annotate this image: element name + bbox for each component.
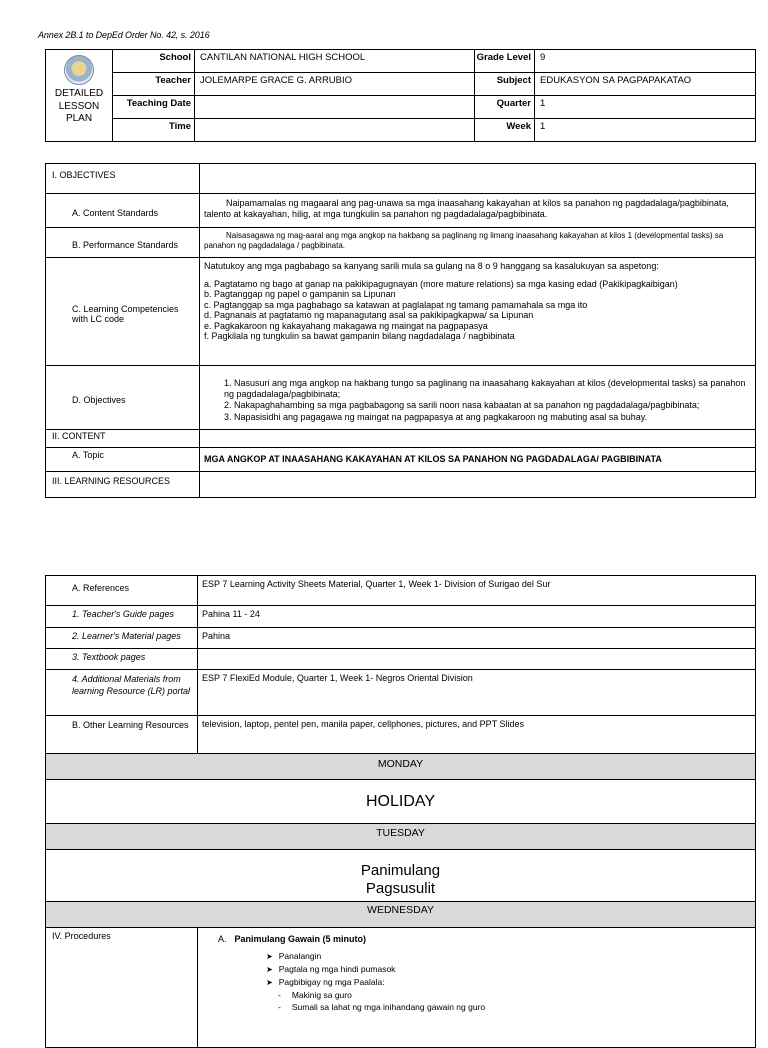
competency-item: e. Pagkakaroon ng kakayahang makagawa ng maingat na pagpapasya — [204, 320, 488, 331]
time-label: Time — [113, 119, 195, 142]
week-value: 1 — [535, 119, 756, 142]
competency-item: a. Pagtatamo ng bago at ganap na pakikipagugnayan (more mature relations) sa mga kasing edad (Pakikipagkaibigan) — [204, 278, 678, 289]
teacher-value: JOLEMARPE GRACE G. ARRUBIO — [195, 73, 475, 96]
time-value — [195, 119, 475, 142]
deped-seal-icon — [64, 55, 94, 85]
procedure-sub-item: - Makinig sa guro — [278, 989, 751, 1001]
content-heading-blank — [200, 430, 756, 448]
subject-value: EDUKASYON SA PAGPAPAKATAO — [535, 73, 756, 96]
header-table — [45, 49, 756, 142]
procedure-sub-item: - Sumali sa lahat ng mga inihandang gawain ng guro — [278, 1001, 751, 1013]
quarter-value: 1 — [535, 96, 756, 119]
competency-item: d. Pagnanais at pagtatamo ng mapanagutang asal sa pakikipagkapwa/ sa Lipunan — [204, 310, 534, 320]
topic-text: MGA ANGKOP AT INAASAHANG KAKAYAHAN AT KILOS SA PANAHON NG PAGDADALAGA/ PAGBIBINATA — [200, 448, 756, 472]
procedures-label: IV. Procedures — [46, 928, 198, 1048]
subject-label: Subject — [475, 73, 535, 96]
objective-item: 1. Nasusuri ang mga angkop na hakbang tungo sa paglinang na inaasahang kakayahan at kilos (developmental tasks) sa panahon ng pagdadalaga/pagbibinata; — [224, 378, 746, 399]
monday-activity: HOLIDAY — [46, 780, 756, 824]
tuesday-activity — [46, 850, 756, 902]
wednesday-header: WEDNESDAY — [46, 902, 756, 928]
teaching-date-label: Teaching Date — [113, 96, 195, 119]
learners-material-label: 2. Learner's Material pages — [72, 631, 181, 641]
competency-item: b. Pagtanggap ng papel o gampanin sa Lipunan — [204, 289, 396, 299]
teaching-date-value — [195, 96, 475, 119]
lesson-plan-title: DETAILED LESSON PLAN — [54, 88, 104, 124]
competency-item: c. Pagtanggap sa mga pagbabago sa katawan at paglalapat ng tamang pamamahala sa mga ito — [204, 299, 588, 310]
learning-resources-blank — [200, 472, 756, 498]
objectives-heading: I. OBJECTIVES — [46, 164, 200, 194]
procedure-bullet: ➤ Pagbibigay ng mga Paalala: — [266, 976, 751, 989]
objectives-heading-blank — [200, 164, 756, 194]
procedure-step-letter: A. — [218, 934, 227, 944]
procedure-bullet: ➤ Panalangin — [266, 950, 751, 963]
tuesday-activity-line-1: Panimulang — [360, 862, 441, 879]
references-text: ESP 7 Learning Activity Sheets Material, Quarter 1, Week 1- Division of Surigao del Sur — [198, 576, 756, 606]
competencies-intro: Natutukoy ang mga pagbabago sa kanyang sarili mula sa gulang na 8 o 9 hanggang sa kasalukuyan sa aspetong: — [204, 261, 659, 271]
teachers-guide-label: 1. Teacher's Guide pages — [72, 609, 174, 619]
procedure-step — [218, 934, 751, 944]
tuesday-activity-line-2: Pagsusulit — [365, 880, 436, 897]
references-label: A. References — [72, 583, 130, 593]
school-value: CANTILAN NATIONAL HIGH SCHOOL — [195, 50, 475, 73]
performance-standards-text: Naisasagawa ng mag-aaral ang mga angkop na hakbang sa paglinang ng limang inaasahang kakayahan at kilos 1 (developmental tasks) sa panahon ng pagdadalaga / pagbibinata. — [204, 231, 724, 250]
objective-item: 3. Napasisidhi ang pagagawa ng maingat na pagpapasya at ang pagkakaroon ng mabuting asal sa buhay. — [224, 411, 648, 422]
content-heading: II. CONTENT — [46, 430, 200, 448]
objective-item: 2. Nakapaghahambing sa mga pagbabagong sa sarili noon nasa kabaatan at sa panahon ng pagdadalaga/pagbibinata; — [224, 400, 700, 410]
textbook-pages — [198, 649, 756, 670]
competency-item: f. Pagkilala ng tungkulin sa bawat gampanin bilang nagdadalaga / nagbibinata — [204, 331, 515, 341]
procedure-bullet: ➤ Pagtala ng mga hindi pumasok — [266, 963, 751, 976]
references-table — [45, 575, 756, 1048]
week-label: Week — [475, 119, 535, 142]
textbook-label: 3. Textbook pages — [72, 652, 146, 662]
other-resources-text: television, laptop, pentel pen, manila paper, cellphones, pictures, and PPT Slides — [198, 716, 756, 754]
grade-value: 9 — [535, 50, 756, 73]
additional-materials-label: 4. Additional Materials from learning Resource (LR) portal — [72, 674, 191, 696]
learning-competencies-label: C. Learning Competencies with LC code — [72, 303, 179, 324]
other-resources-label: B. Other Learning Resources — [72, 720, 189, 730]
grade-label: Grade Level — [475, 50, 535, 73]
additional-materials-text: ESP 7 FlexiEd Module, Quarter 1, Week 1- Negros Oriental Division — [198, 670, 756, 716]
performance-standards-label: B. Performance Standards — [72, 239, 179, 250]
tuesday-header: TUESDAY — [46, 824, 756, 850]
teachers-guide-pages: Pahina 11 - 24 — [198, 606, 756, 628]
annex-reference: Annex 2B.1 to DepEd Order No. 42, s. 2016 — [38, 30, 210, 40]
content-standards-label: A. Content Standards — [72, 207, 159, 218]
content-standards-text: Naipamamalas ng magaaral ang pag-unawa sa mga inaasahang kakayahan at kilos sa panahon ng pagdadalaga/pagbibinata, talento at kakayahan, hilig, at mga tungkulin sa panahon ng pagdadalaga/pagbibinata. — [204, 198, 729, 219]
monday-header: MONDAY — [46, 754, 756, 780]
objectives-label: D. Objectives — [72, 394, 126, 405]
school-label: School — [113, 50, 195, 73]
title-cell — [46, 50, 113, 142]
quarter-label: Quarter — [475, 96, 535, 119]
procedure-step-title: Panimulang Gawain (5 minuto) — [234, 934, 367, 944]
teacher-label: Teacher — [113, 73, 195, 96]
learning-resources-heading: III. LEARNING RESOURCES — [46, 472, 200, 498]
objectives-table — [45, 163, 756, 498]
learners-material-pages: Pahina — [198, 628, 756, 649]
topic-label: A. Topic — [72, 450, 104, 460]
